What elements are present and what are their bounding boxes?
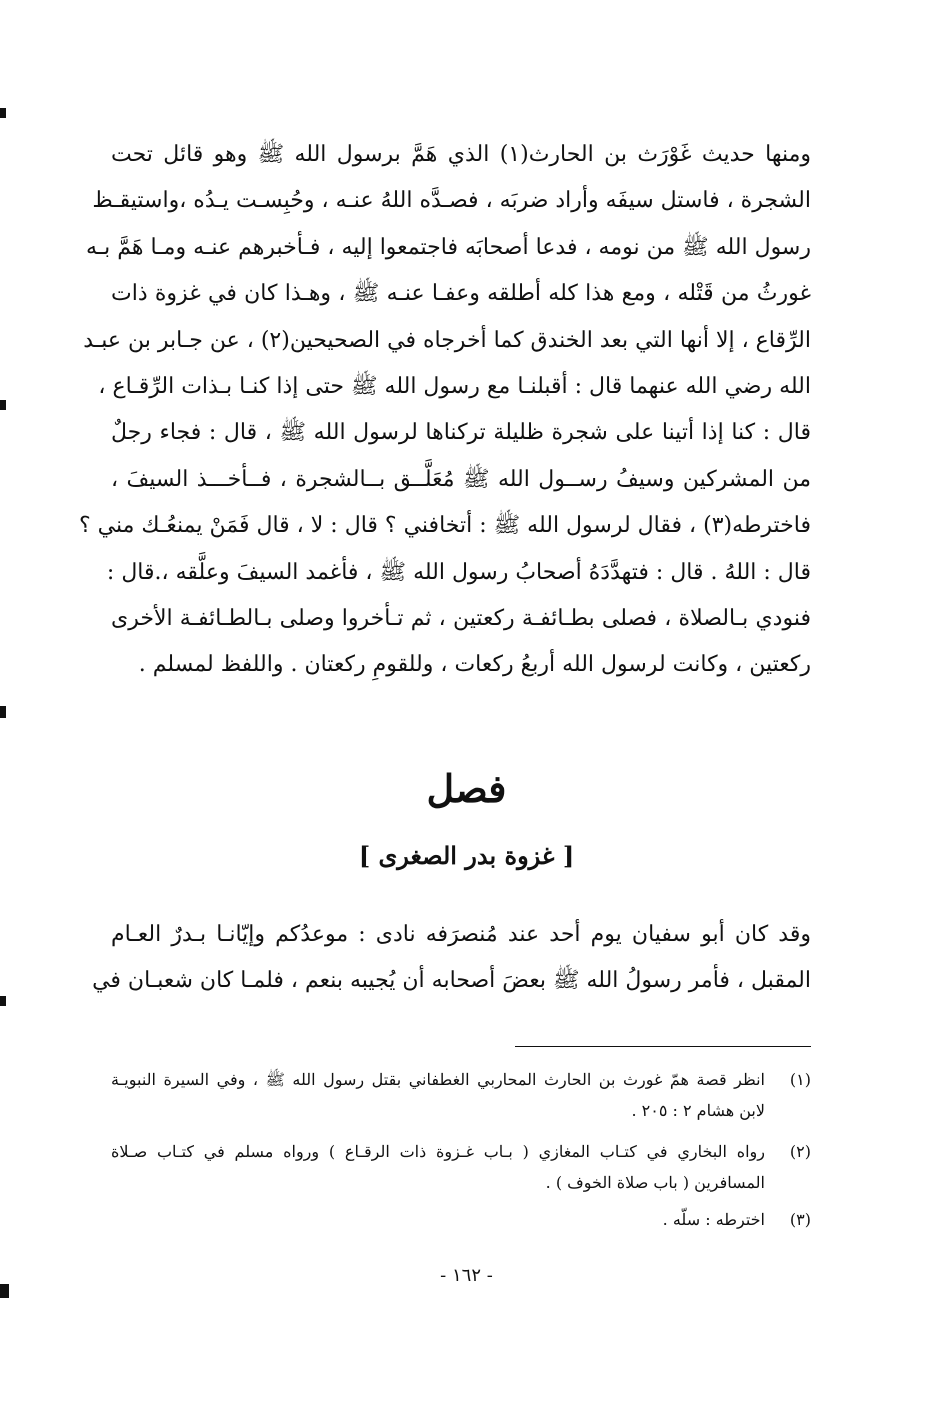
footnote-text bbox=[111, 1064, 765, 1126]
paragraph-line: وقد كان أبو سفيان يوم أحد عند مُنصرَفه نادى : موعدُكم وإيّانـا بـدرٌ العـام bbox=[111, 922, 811, 947]
paragraph-line: فاخترطه(٣) ، فقال لرسول الله ﷺ : أتخافني ؟ قال : لا ، قال فَمَنْ يمنعُـك مني ؟ bbox=[79, 513, 811, 539]
scan-edge-mark bbox=[0, 108, 6, 118]
footnote-text bbox=[111, 1204, 765, 1235]
page-number: - ١٦٢ - bbox=[440, 1265, 493, 1286]
paragraph-line: غورثُ من قَتْله ، ومع هذا كله أطلقه وعفـا عنـه ﷺ ، وهـذا كان في غزوة ذات bbox=[111, 281, 811, 307]
paragraph-line: الرِّقاع ، إلا أنها التي بعد الخندق كما أخرجاه في الصحيحين(٢) ، عن جـابر بن عبـد bbox=[83, 327, 811, 353]
footnote-number: (١) bbox=[789, 1070, 811, 1089]
section-title: فصل bbox=[426, 766, 507, 811]
scan-edge-mark bbox=[0, 996, 6, 1006]
paragraph-line: رسول الله ﷺ من نومه ، فدعا أصحابَه فاجتمعوا إليه ، فـأخبرهم عنـه ومـا هَمَّ بـه bbox=[85, 234, 811, 260]
paragraph-line: قال : اللهُ . قال : فتهدَّدَهُ أصحابُ رسول الله ﷺ ، فأغمد السيفَ وعلَّقه ،.قال : bbox=[106, 559, 811, 585]
footnotes bbox=[111, 1064, 811, 1235]
footnote-line: لابن هشام ٢ : ٢٠٥ . bbox=[631, 1101, 765, 1120]
paragraph-line: ركعتين ، وكانت لرسول الله أربعُ ركعات ، وللقومِ ركعتان . واللفظ لمسلم . bbox=[138, 652, 811, 678]
footnote-divider bbox=[515, 1046, 811, 1047]
footnote bbox=[111, 1204, 811, 1235]
paragraph-line: الله رضي الله عنهما قال : أقبلنـا مع رسول الله ﷺ حتى إذا كنـا بـذات الرِّقـاع ، bbox=[98, 373, 811, 399]
footnote-line: اخترطه : سلّه . bbox=[662, 1210, 765, 1229]
paragraph-line: المقبل ، فأمر رسولُ الله ﷺ بعضَ أصحابه أن يُجيبه بنعم ، فلمـا كان شعبـان في bbox=[92, 968, 811, 994]
main-paragraph bbox=[79, 132, 812, 689]
footnote-line: رواه البخاري في كتـاب المغازي ( بـاب غـزوة ذات الرقـاع ) ورواه مسلم في كتـاب صـلاة bbox=[111, 1142, 765, 1161]
scan-edge-mark bbox=[0, 706, 6, 718]
paragraph-line: فنودي بـالصلاة ، فصلى بطـائفـة ركعتين ، ثم تـأخروا وصلى بـالطـائفـة الأخرى bbox=[111, 605, 811, 631]
paragraph-line: الشجرة ، فاستل سيفَه وأراد ضربَه ، فصـدَّه اللهُ عنـه ، وحُبِسـت يـدُه ،واستيقـظ bbox=[92, 188, 811, 214]
scan-edge-mark bbox=[0, 400, 6, 410]
section-subtitle: [ غزوة بدر الصغرى ] bbox=[358, 841, 575, 870]
footnote-text bbox=[111, 1136, 765, 1198]
footnote-number: (٣) bbox=[789, 1210, 811, 1229]
footnote-line: المسافرين ( باب صلاة الخوف ) . bbox=[545, 1173, 765, 1192]
paragraph-line: ومنها حديث غَوْرَث بن الحارث(١) الذي هَمَّ برسول الله ﷺ وهو قائل تحت bbox=[111, 142, 812, 167]
paragraph-line: قال : كنا إذا أتينا على شجرة ظليلة تركناها لرسول الله ﷺ ، قال : فجاء رجلٌ bbox=[111, 420, 811, 446]
paragraph-line: من المشركين وسيفُ رســول الله ﷺ مُعَلَّــق بــالشجرة ، فــأخـــذ السيفَ ، bbox=[111, 466, 811, 492]
footnote bbox=[111, 1064, 811, 1126]
footnote-line: انظر قصة همّ غورث بن الحارث المحاربي الغطفاني بقتل رسول الله ﷺ ، وفي السيرة النبويـة bbox=[111, 1070, 765, 1089]
footnote bbox=[111, 1136, 811, 1198]
second-paragraph bbox=[92, 912, 811, 1005]
footnote-number: (٢) bbox=[789, 1142, 811, 1161]
